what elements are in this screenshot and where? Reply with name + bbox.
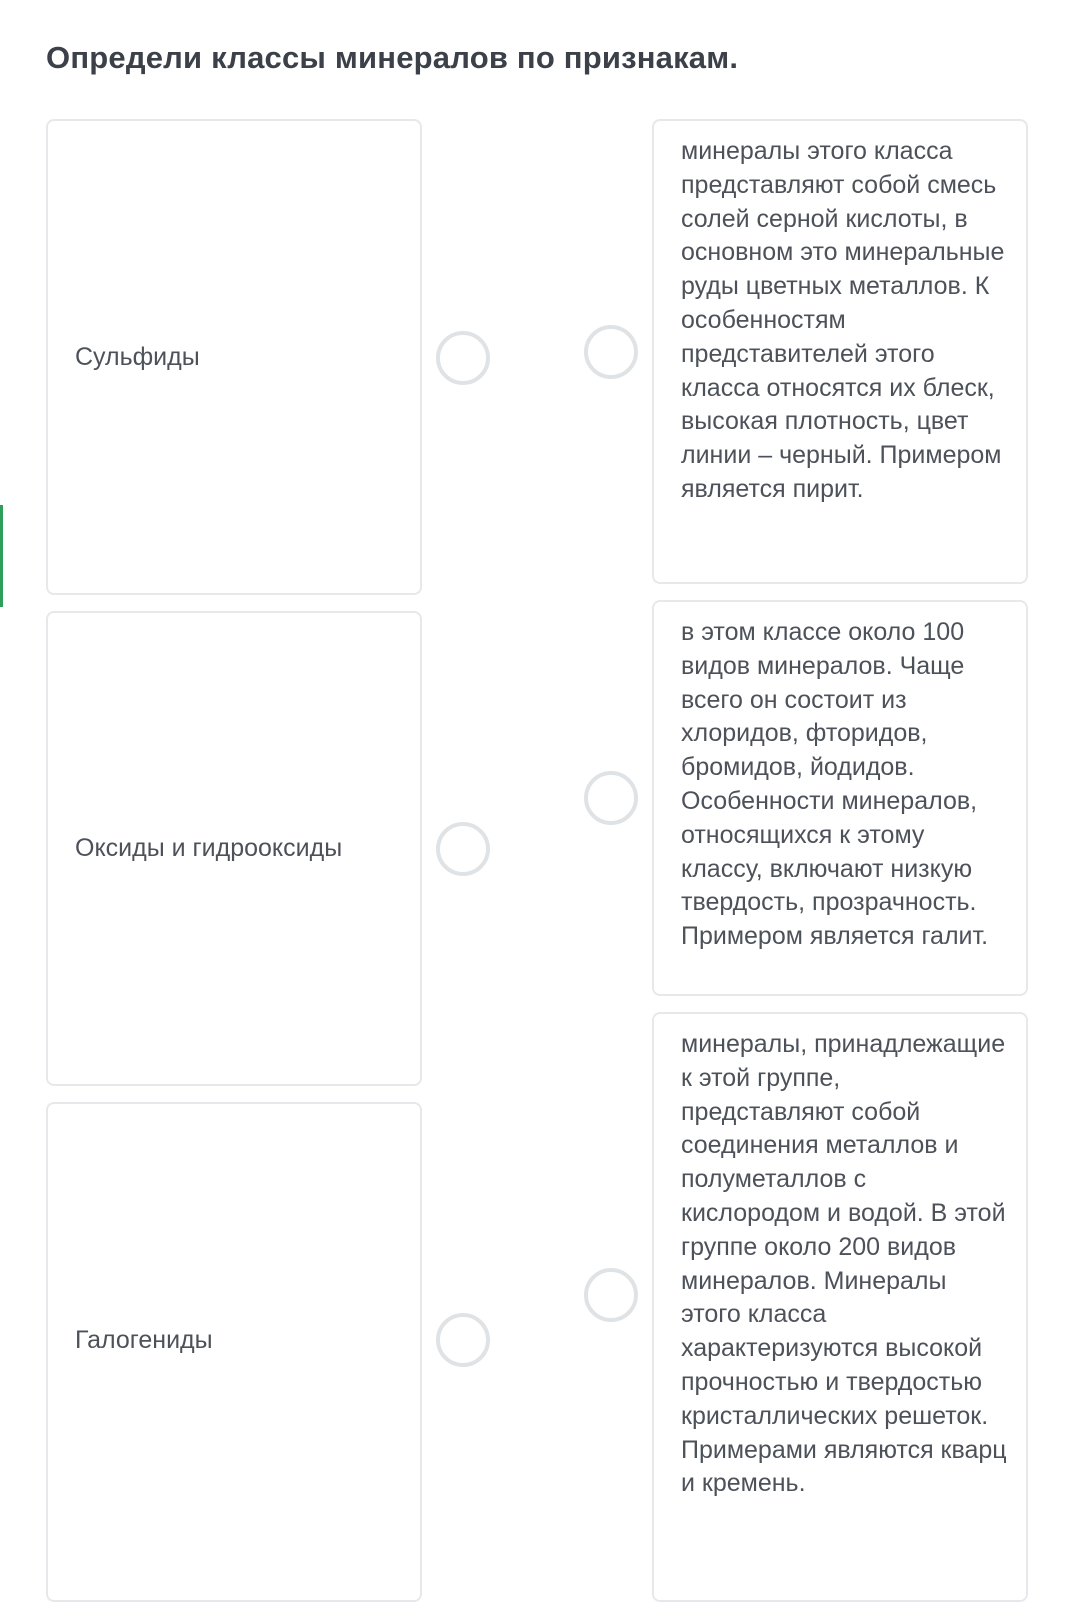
description-card-1[interactable] bbox=[652, 119, 1028, 584]
term-label: Сульфиды bbox=[75, 342, 200, 371]
description-text: минералы этого класса представляют собой смесь солей серной кислоты, в основном это минеральные руды цветных металлов. К особенностям представителей этого класса относятся их блеск, высокая плотность, цвет линии – черный. Примером является пирит. bbox=[681, 137, 1005, 503]
progress-accent-bar bbox=[0, 505, 3, 607]
description-connector-radio-1[interactable] bbox=[584, 325, 638, 379]
term-card-sulfides[interactable] bbox=[46, 119, 422, 595]
task-title: Определи классы минералов по признакам. bbox=[46, 40, 739, 75]
description-text: минералы, принадлежащие к этой группе, представляют собой соединения металлов и полуметаллов с кислородом и водой. В этой группе около 200 видов минералов. Минералы этого класса характеризуются высокой прочностью и твердостью кристаллических решеток. Примерами являются кварц и кремень. bbox=[681, 1030, 1007, 1498]
description-text: в этом классе около 100 видов минералов. Чаще всего он состоит из хлоридов, фторидов, бромидов, йодидов. Особенности минералов, относящихся к этому классу, включают низкую твердость, прозрачность. Примером является галит. bbox=[681, 618, 989, 951]
term-label: Галогениды bbox=[75, 1326, 213, 1354]
term-connector-radio-2[interactable] bbox=[436, 822, 490, 876]
description-card-2[interactable] bbox=[652, 600, 1028, 996]
term-label: Оксиды и гидрооксиды bbox=[75, 834, 343, 862]
description-connector-radio-2[interactable] bbox=[584, 771, 638, 825]
description-connector-radio-3[interactable] bbox=[584, 1268, 638, 1322]
term-card-halides[interactable] bbox=[46, 1102, 422, 1602]
term-connector-radio-3[interactable] bbox=[436, 1313, 490, 1367]
description-card-3[interactable] bbox=[652, 1012, 1028, 1602]
term-connector-radio-1[interactable] bbox=[436, 331, 490, 385]
term-card-oxides[interactable] bbox=[46, 611, 422, 1086]
